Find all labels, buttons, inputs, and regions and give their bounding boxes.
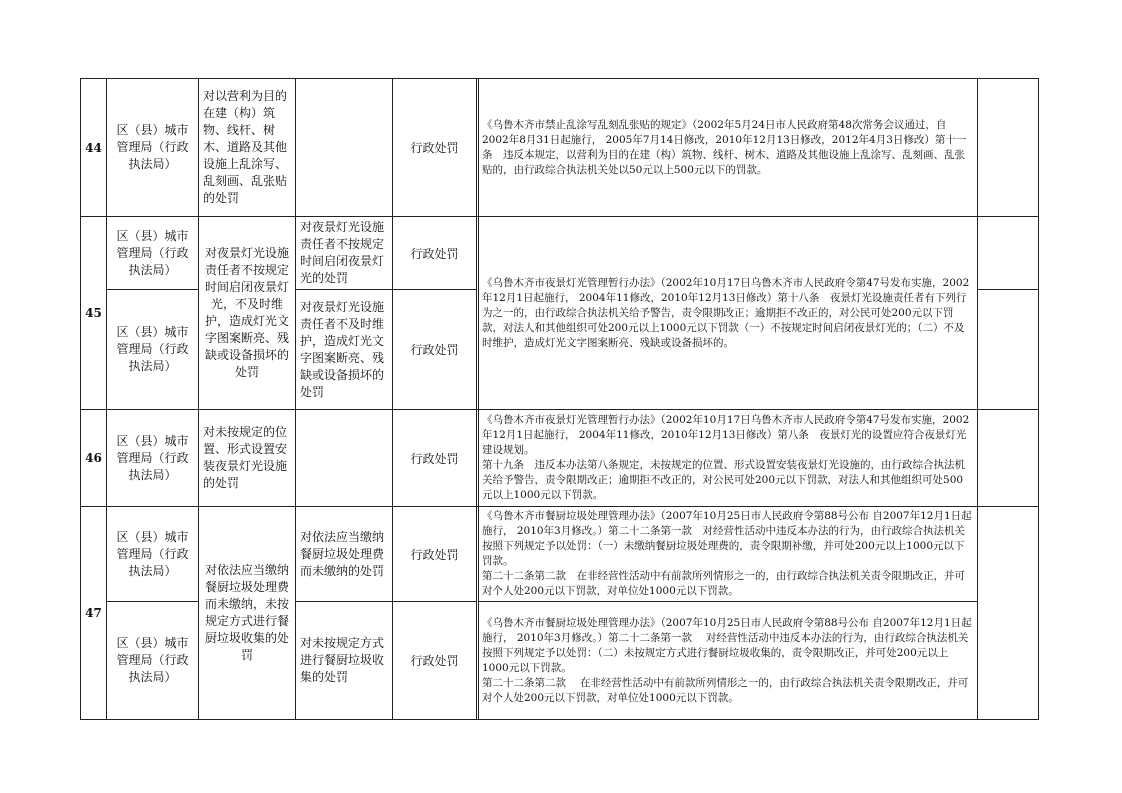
remarks-cell [978,290,1039,410]
row-number: 46 [81,410,107,507]
legal-basis-text: 《乌鲁木齐市夜景灯光管理暂行办法》（2002年10月17日乌鲁木齐市人民政府令第47号发布实施，2002年12月1日起施行， 2004年11修改，2010年12月13日修改）第八条 夜景灯光的设置应符合夜景灯光建设规划。 第十九条 违反本办法第八条规定，未按规定的位置、形式设置安装夜景灯光设施的，由行政综合执法机关给予警告，责令限期改正；逾期拒不改正的，对公民可处200元以下罚款，对法人和其他组织可处500元以上1000元以下罚款。 [482,414,970,501]
table-row [81,79,1039,217]
item-name-cell [199,507,296,720]
department-text: 区（县）城市管理局（行政执法局） [116,636,189,684]
legal-basis-cell [479,217,978,410]
item-name-text: 对未按规定的位置、形式设置安装夜景灯光设施的处罚 [203,425,288,490]
row-number: 47 [81,507,107,720]
legal-basis-cell [479,79,978,217]
department-cell [107,410,199,507]
row-number: 45 [81,217,107,410]
department-text: 区（县）城市管理局（行政执法局） [116,228,189,277]
type-cell: 行政处罚 [393,602,477,720]
type-cell: 行政处罚 [393,507,477,602]
item-name-cell [199,79,296,217]
sub-item-text [296,146,392,150]
table-row [81,507,1039,602]
item-name-cell [199,217,296,410]
sub-item-cell [296,217,393,290]
sub-item-text [296,456,392,460]
item-name-text: 对夜景灯光设施责任者不按规定时间启闭夜景灯光，不及时维护，造成灯光文字图案断亮、残缺或设备损坏的处罚 [204,246,289,379]
legal-basis-cell [479,602,978,720]
department-cell [107,79,199,217]
sub-item-text: 对依法应当缴纳餐厨垃圾处理费而未缴纳的处罚 [300,529,385,578]
department-text: 区（县）城市管理局（行政执法局） [116,325,189,373]
item-name-text: 对以营利为目的在建（构）筑物、线杆、树木、道路及其他设施上乱涂写、乱刻画、乱张贴的处罚 [203,89,288,205]
legal-basis-text: 《乌鲁木齐市餐厨垃圾处理管理办法》（2007年10月25日市人民政府令第88号公布 自2007年12月1日起施行， 2010年3月修改。）第二十二条第一款 对经营性活动中违反本办法的行为，由行政综合执法机关按照下列规定予以处罚：（一）未缴纳餐厨垃圾处理费的，责令限期补缴，并可处200元以上1000元以下罚款。 第二十二条第二款 在非经营性活动中有前款所列情形之一的，由行政综合执法机关责令限期改正，并可对个人处200元以下罚款，对单位处1000元以下罚款。 [482,510,972,597]
sub-item-cell [296,410,393,507]
remarks-cell [978,410,1039,507]
department-text: 区（县）城市管理局（行政执法局） [116,123,189,171]
legal-basis-cell [479,507,978,602]
legal-basis-text: 《乌鲁木齐市禁止乱涂写乱刻乱张贴的规定》（2002年5月24日市人民政府第48次常务会议通过，自2002年8月31日起施行， 2005年7月14日修改，2010年12月13日修改，2012年4月3日修改）第十一条 违反本规定，以营利为目的在建（构）筑物、线杆、树木、道路及其他设施上乱涂写、乱刻画、乱张贴的，由行政综合执法机关处以50元以上500元以下的罚款。 [482,118,967,176]
sub-item-cell [296,602,393,720]
sub-item-text: 对未按规定方式进行餐厨垃圾收集的处罚 [300,636,385,684]
power-list-table [80,78,1039,720]
item-name-cell [199,410,296,507]
sub-item-text: 对夜景灯光设施责任者不按规定时间启闭夜景灯光的处罚 [300,220,385,285]
legal-basis-text: 《乌鲁木齐市夜景灯光管理暂行办法》（2002年10月17日乌鲁木齐市人民政府令第47号发布实施，2002年12月1日起施行， 2004年11修改，2010年12月13日修改）第十八条 夜景灯光设施责任者有下列行为之一的，由行政综合执法机关给予警告，责令限期改正；逾期拒不改正的，对公民可处200元以下罚款，对法人和其他组织可处200元以上1000元以下罚款（一）不按规定时间启闭夜景灯光的；（二）不及时维护，造成灯光文字图案断亮、残缺或设备损坏的。 [482,276,970,349]
remarks-cell [978,507,1039,720]
type-cell: 行政处罚 [393,410,477,507]
table-row [81,410,1039,507]
legal-basis-cell [479,410,978,507]
department-cell [107,217,199,290]
table-row [81,217,1039,290]
sub-item-cell [296,507,393,602]
row-number: 44 [81,79,107,217]
type-cell: 行政处罚 [393,290,477,410]
remarks-cell [978,217,1039,290]
department-cell [107,290,199,410]
item-name-text: 对依法应当缴纳餐厨垃圾处理费而未缴纳，未按规定方式进行餐厨垃圾收集的处罚 [204,563,289,662]
department-cell [107,602,199,720]
type-cell: 行政处罚 [393,217,477,290]
remarks-cell [978,79,1039,217]
department-cell [107,507,199,602]
department-text: 区（县）城市管理局（行政执法局） [116,529,189,578]
sub-item-cell [296,290,393,410]
sub-item-text: 对夜景灯光设施责任者不及时维护，造成灯光文字图案断亮、残缺或设备损坏的处罚 [300,299,385,399]
sub-item-cell [296,79,393,217]
department-text: 区（县）城市管理局（行政执法局） [116,433,189,482]
legal-basis-text: 《乌鲁木齐市餐厨垃圾处理管理办法》（2007年10月25日市人民政府令第88号公布 自2007年12月1日起施行， 2010年3月修改。）第二十二条第一款 对经营性活动中违反本办法的行为，由行政综合执法机关按照下列规定予以处罚：（二）未按规定方式进行餐厨垃圾收集的，责令限期改正，并可处200元以上1000元以下罚款。 第二十二条第二款 在非经营性活动中有前款所列情形之一的，由行政综合执法机关责令限期改正，并可对个人处200元以下罚款，对单位处1000元以下罚款。 [482,616,972,704]
type-cell: 行政处罚 [393,79,477,217]
